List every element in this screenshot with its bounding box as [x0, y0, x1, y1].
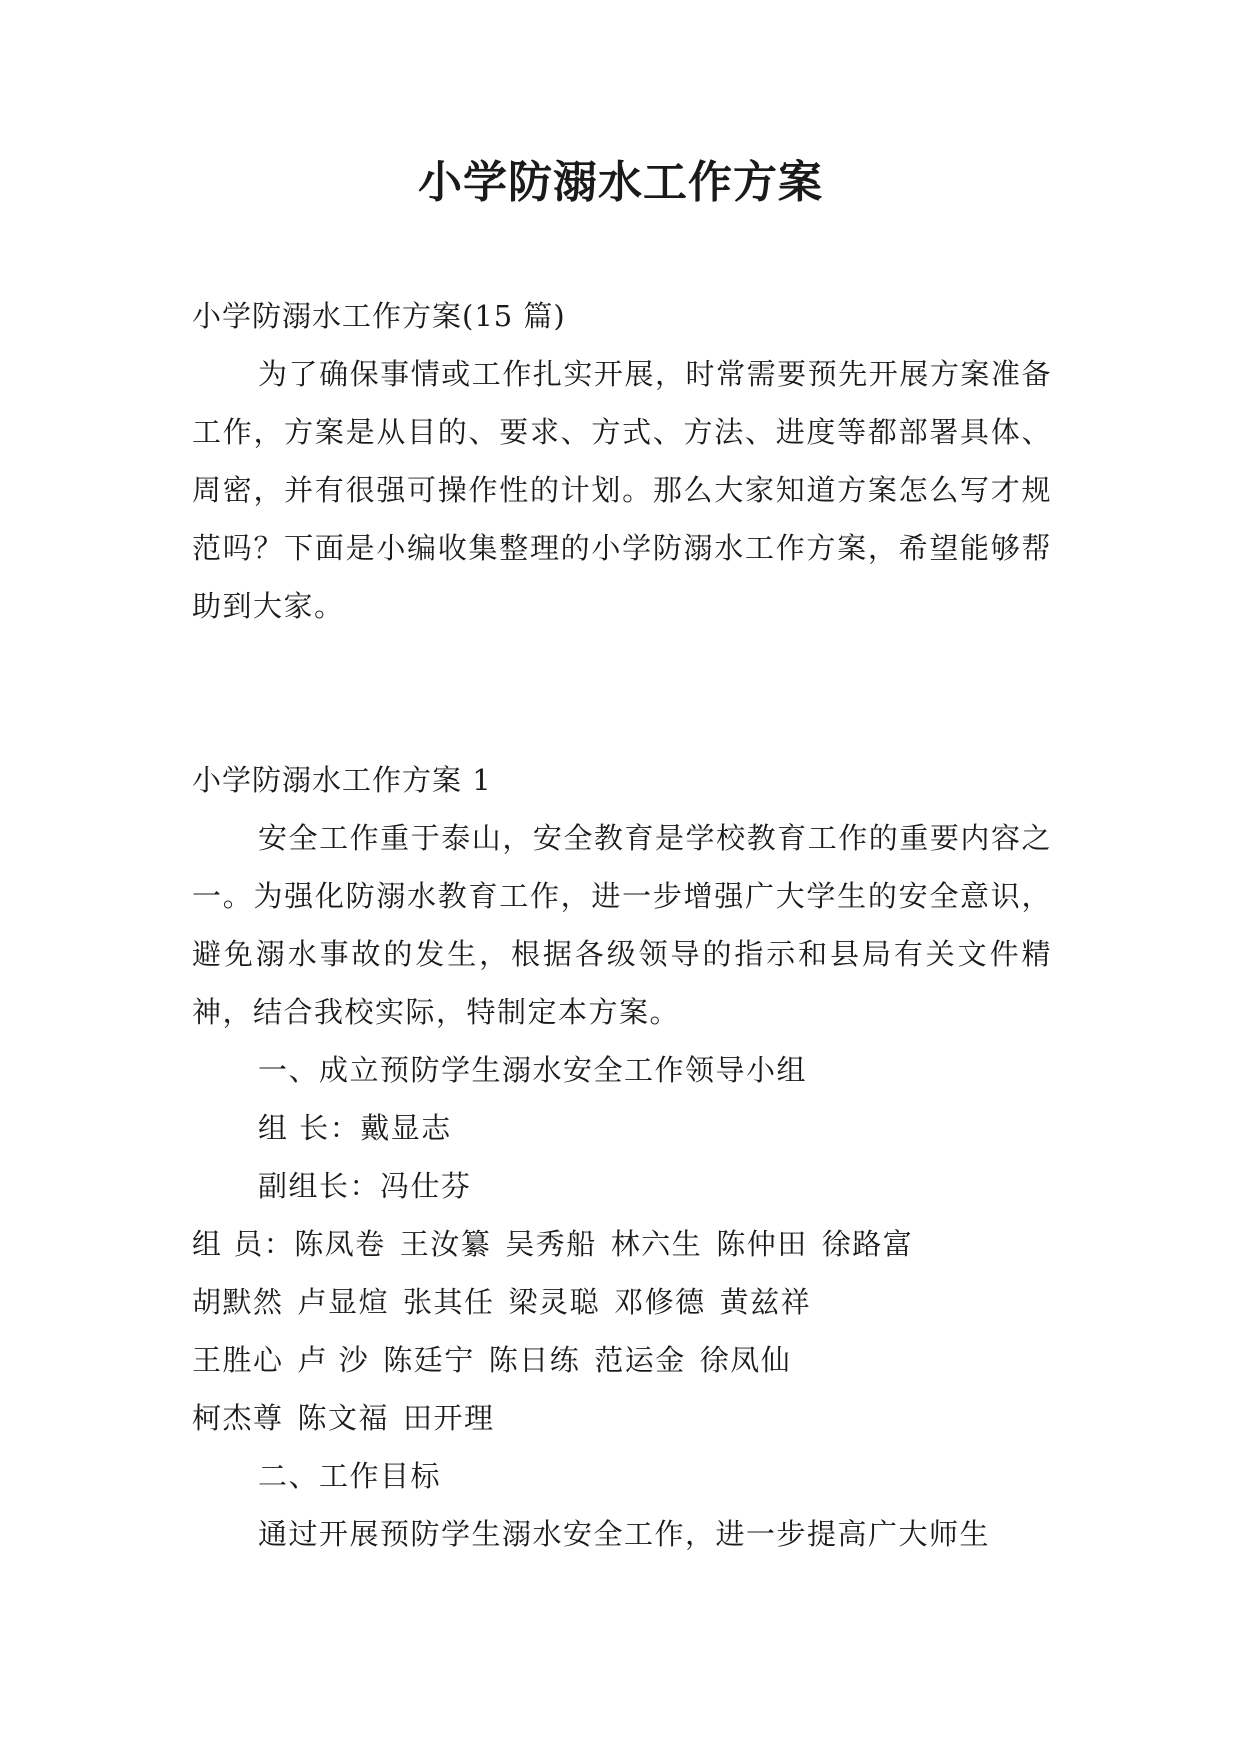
leader-line: 组 长：戴显志 — [258, 1111, 452, 1145]
section-heading: 小学防溺水工作方案 1 — [192, 763, 492, 797]
member-name: 王汝纂 — [399, 1227, 492, 1261]
members-row — [192, 1273, 1052, 1331]
item-heading: 二、工作目标 — [258, 1459, 442, 1493]
member-name: 林六生 — [610, 1227, 703, 1261]
document-body — [192, 287, 1052, 1563]
member-name: 吴秀船 — [505, 1227, 597, 1261]
member-name: 徐路富 — [821, 1227, 914, 1261]
member-name: 梁灵聪 — [508, 1285, 601, 1319]
member-name: 王胜心 — [192, 1343, 284, 1377]
section-paragraph: 安全工作重于泰山，安全教育是学校教育工作的重要内容之一。为强化防溺水教育工作，进一步增强广大学生的安全意识，避免溺水事故的发生，根据各级领导的指示和县局有关文件精神，结合我校实际，特制定本方案。 — [192, 821, 1052, 1029]
member-name: 邓修德 — [614, 1285, 706, 1319]
members-row — [192, 1331, 1052, 1389]
intro-paragraph: 为了确保事情或工作扎实开展，时常需要预先开展方案准备工作，方案是从目的、要求、方式、方法、进度等都部署具体、周密，并有很强可操作性的计划。那么大家知道方案怎么写才规范吗？下面是小编收集整理的小学防溺水工作方案，希望能够帮助到大家。 — [192, 357, 1052, 623]
members-row — [192, 1215, 1052, 1273]
members-label: 组 员： — [192, 1227, 295, 1261]
member-name: 陈文福 — [297, 1401, 390, 1435]
member-name: 胡默然 — [192, 1285, 284, 1319]
members-row — [192, 1389, 1052, 1447]
member-name: 陈日练 — [488, 1343, 581, 1377]
member-name: 卢显煊 — [297, 1285, 390, 1319]
member-name: 卢 沙 — [297, 1343, 370, 1377]
member-name: 柯杰尊 — [192, 1401, 284, 1435]
member-name: 陈仲田 — [716, 1227, 808, 1261]
member-name: 黄兹祥 — [719, 1285, 812, 1319]
section-spacer — [192, 635, 1052, 751]
section-paragraph: 通过开展预防学生溺水安全工作，进一步提高广大师生 — [258, 1517, 991, 1551]
member-name: 陈廷宁 — [383, 1343, 475, 1377]
collection-heading: 小学防溺水工作方案(15 篇) — [192, 299, 566, 333]
member-name: 范运金 — [594, 1343, 686, 1377]
deputy-leader-line: 副组长：冯仕芬 — [258, 1169, 472, 1203]
member-name: 陈凤卷 — [294, 1227, 386, 1261]
item-heading: 一、成立预防学生溺水安全工作领导小组 — [258, 1053, 808, 1087]
document-title: 小学防溺水工作方案 — [418, 157, 823, 208]
member-name: 徐凤仙 — [699, 1343, 792, 1377]
member-name: 张其任 — [403, 1285, 495, 1319]
member-name: 田开理 — [403, 1401, 495, 1435]
